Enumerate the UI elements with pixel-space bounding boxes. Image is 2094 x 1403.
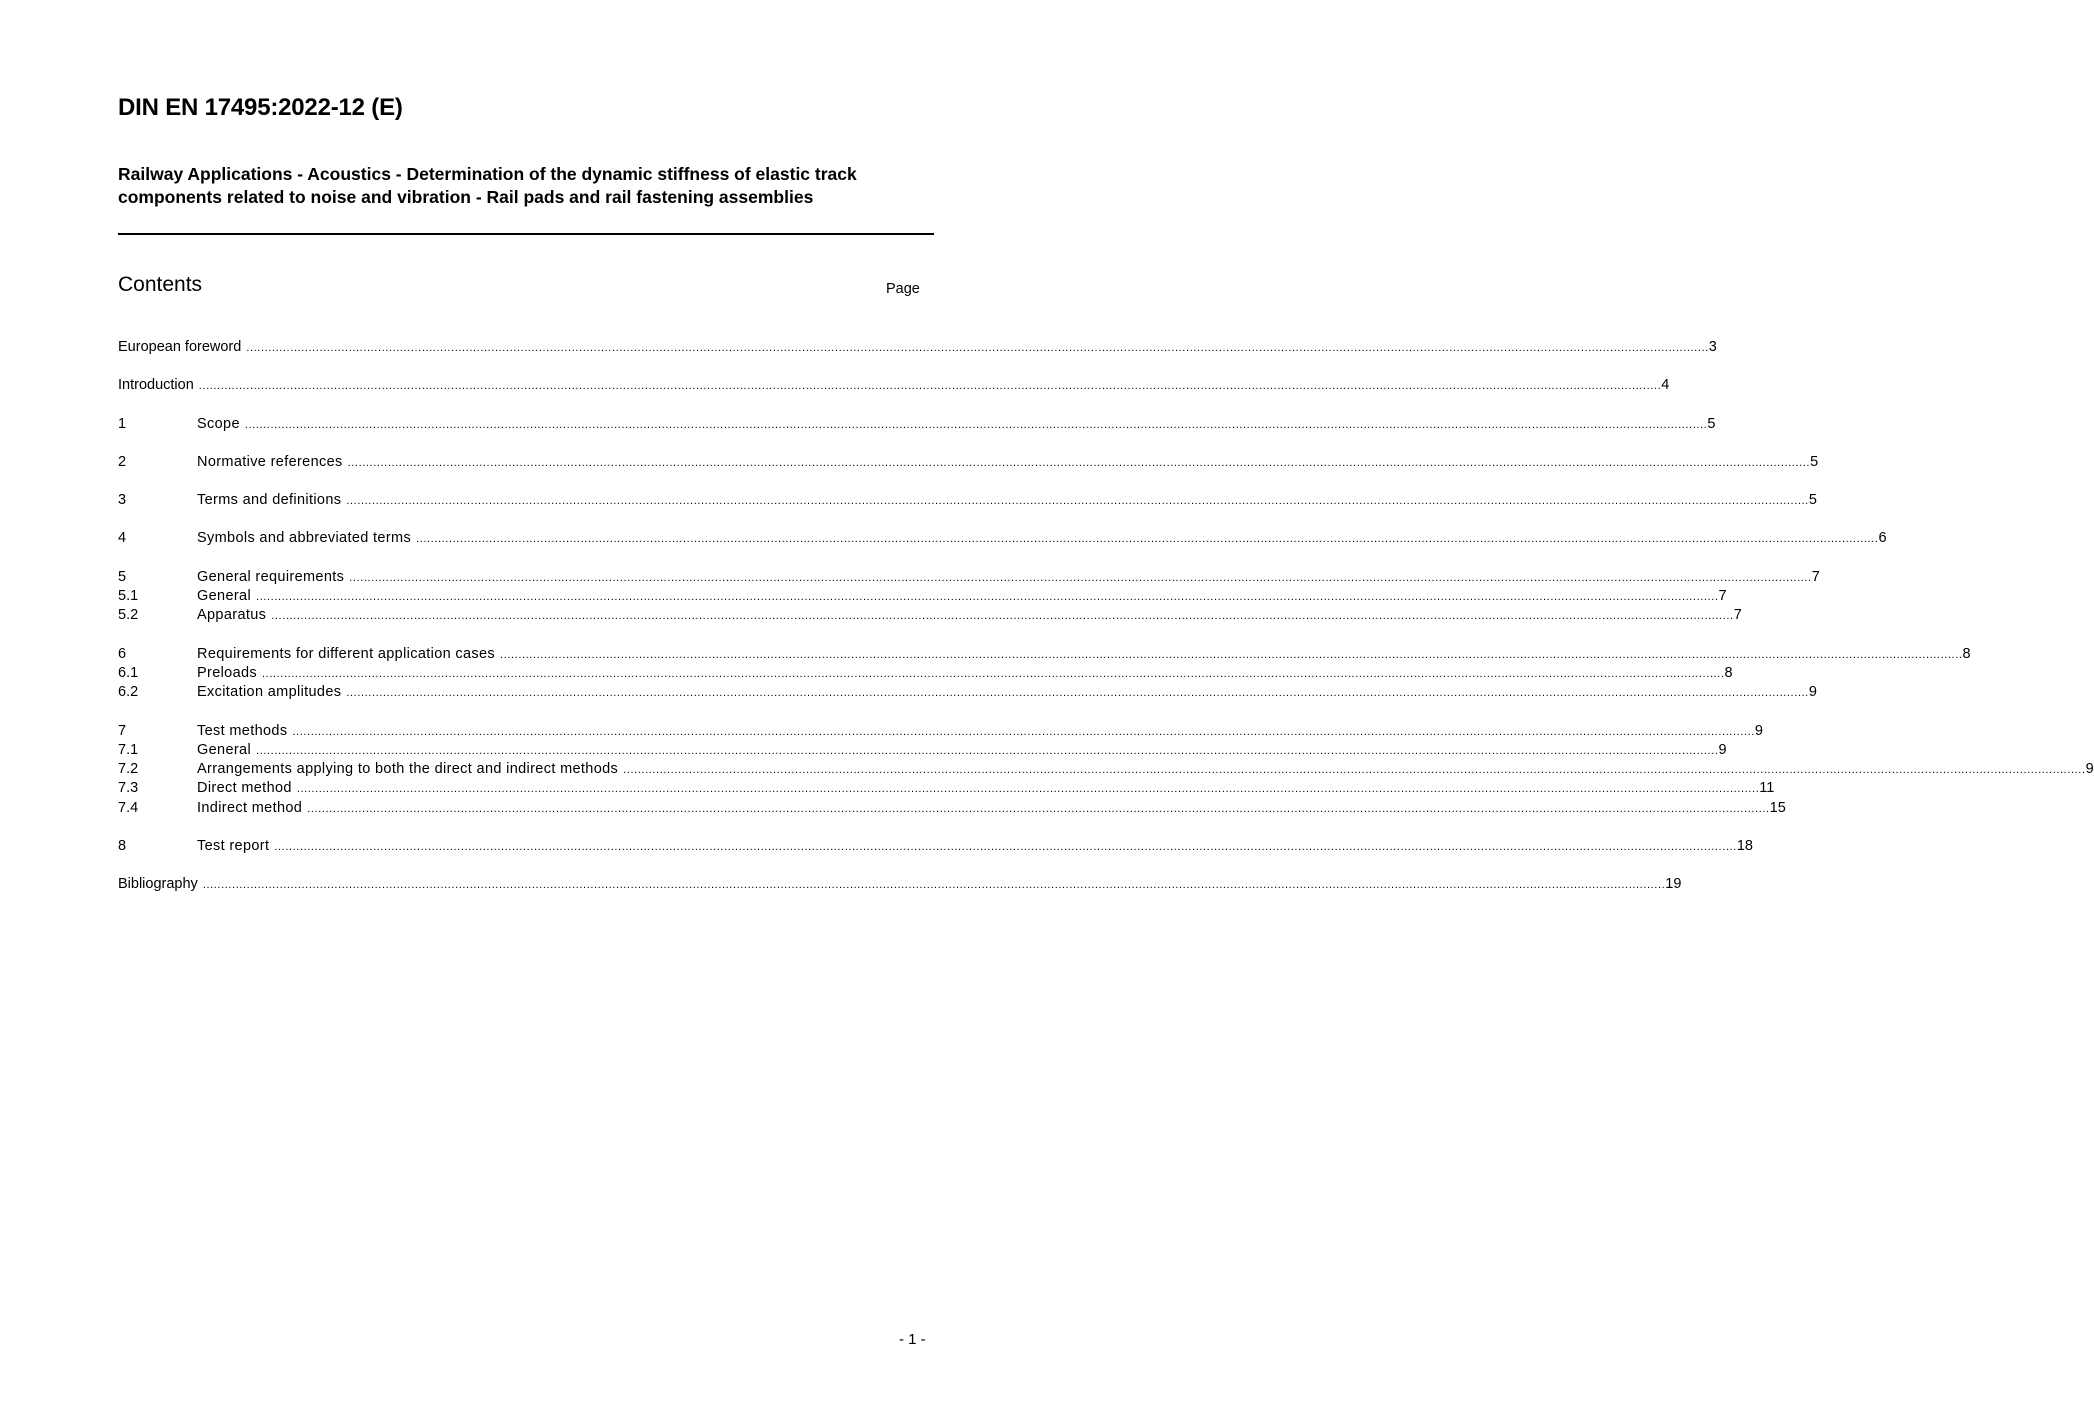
toc-entry-page: 7 <box>1811 568 1820 585</box>
toc-entry[interactable] <box>118 415 1716 434</box>
toc-entry[interactable] <box>118 760 2094 779</box>
toc-entry-page: 3 <box>1708 339 1717 355</box>
toc-entry-page: 5 <box>1707 415 1716 432</box>
toc-leader-dots: ................................................................................................................................................................................................................................................................................................................................................................................................................ <box>296 783 1760 796</box>
toc-entry-title: Indirect method <box>197 799 303 816</box>
toc-entry[interactable] <box>118 722 1763 741</box>
document-id: DIN EN 17495:2022-12 (E) <box>118 94 403 121</box>
toc-entry[interactable] <box>118 491 1817 510</box>
toc-entry-number: 6.1 <box>118 664 139 681</box>
toc-leader-dots: ................................................................................................................................................................................................................................................................................................................................................................................................................ <box>256 591 1719 604</box>
toc-entry-page: 5 <box>1808 492 1817 509</box>
toc-entry-title: Requirements for different application cases <box>197 645 496 662</box>
toc-entry-number: 7 <box>118 722 127 739</box>
page-column-label: Page <box>886 281 920 297</box>
toc-entry-title: Preloads <box>197 664 258 681</box>
toc-entry-title: General requirements <box>197 568 345 585</box>
toc-entry[interactable] <box>118 645 1971 664</box>
toc-leader-dots: ................................................................................................................................................................................................................................................................................................................................................................................................................ <box>262 667 1725 680</box>
toc-entry-number: 7.3 <box>118 780 139 797</box>
toc-entry-title: Terms and definitions <box>197 492 342 509</box>
toc-entry-number: 6.2 <box>118 684 139 701</box>
toc-entry[interactable] <box>118 606 1742 625</box>
toc-entry-page: 9 <box>1754 722 1763 739</box>
toc-entry-number: 7.1 <box>118 741 139 758</box>
toc-entry-title: Normative references <box>197 453 343 470</box>
toc-entry-number: 5.2 <box>118 607 139 624</box>
toc-entry-page: 15 <box>1769 799 1786 816</box>
toc-entry[interactable] <box>118 376 1670 395</box>
toc-leader-dots: ................................................................................................................................................................................................................................................................................................................................................................................................................ <box>346 495 1809 508</box>
toc-entry-title: Test methods <box>197 722 288 739</box>
toc-entry-number: 5 <box>118 568 127 585</box>
toc-entry-page: 8 <box>1724 664 1733 681</box>
toc-leader-dots: ................................................................................................................................................................................................................................................................................................................................................................................................................ <box>198 380 1662 393</box>
toc-entry-title: General <box>197 741 252 758</box>
document-title: Railway Applications - Acoustics - Determination of the dynamic stiffness of elastic track components related to noise and vibration - Rail pads and rail fastening assemblies <box>118 164 857 207</box>
toc-entry-title: Test report <box>197 838 270 855</box>
toc-entry-page: 7 <box>1733 607 1742 624</box>
toc-entry[interactable] <box>118 338 1717 357</box>
toc-entry-title: Symbols and abbreviated terms <box>197 530 412 547</box>
toc-entry-page: 5 <box>1810 453 1819 470</box>
toc-entry-page: 8 <box>1962 645 1971 662</box>
toc-entry[interactable] <box>118 529 1887 548</box>
toc-leader-dots: ................................................................................................................................................................................................................................................................................................................................................................................................................ <box>256 744 1719 757</box>
toc-entry-number: 3 <box>118 492 127 509</box>
toc-entry-page: 4 <box>1661 377 1670 394</box>
toc-entry-page: 11 <box>1759 780 1775 797</box>
title-rule <box>118 233 934 235</box>
toc-leader-dots: ................................................................................................................................................................................................................................................................................................................................................................................................................ <box>346 687 1809 700</box>
toc-entry-title: Scope <box>197 415 240 432</box>
contents-heading: Contents <box>118 273 203 296</box>
toc-entry-title: Excitation amplitudes <box>197 684 342 701</box>
toc-leader-dots: ................................................................................................................................................................................................................................................................................................................................................................................................................ <box>349 571 1812 584</box>
table-of-contents <box>118 338 2094 895</box>
toc-entry[interactable] <box>118 779 1775 798</box>
toc-entry-title: Introduction <box>118 377 194 394</box>
toc-leader-dots: ................................................................................................................................................................................................................................................................................................................................................................................................................ <box>307 802 1770 815</box>
toc-entry-number: 7.2 <box>118 761 139 778</box>
toc-entry-page: 9 <box>1718 741 1727 758</box>
toc-entry-title: Arrangements applying to both the direct and indirect methods <box>197 761 619 778</box>
toc-leader-dots: ................................................................................................................................................................................................................................................................................................................................................................................................................ <box>416 533 1879 546</box>
toc-entry-title: Direct method <box>197 780 292 797</box>
toc-leader-dots: ................................................................................................................................................................................................................................................................................................................................................................................................................ <box>623 764 2086 777</box>
toc-entry-number: 7.4 <box>118 799 139 816</box>
toc-entry[interactable] <box>118 875 1682 894</box>
toc-leader-dots: ................................................................................................................................................................................................................................................................................................................................................................................................................ <box>292 725 1755 738</box>
toc-entry-number: 4 <box>118 530 127 547</box>
toc-entry-title: European foreword <box>118 339 242 355</box>
toc-entry[interactable] <box>118 683 1817 702</box>
toc-entry-page: 6 <box>1878 530 1887 547</box>
toc-entry-title: Bibliography <box>118 876 198 893</box>
toc-leader-dots: ................................................................................................................................................................................................................................................................................................................................................................................................................ <box>347 456 1811 469</box>
toc-entry[interactable] <box>118 664 1733 683</box>
toc-leader-dots: ................................................................................................................................................................................................................................................................................................................................................................................................................ <box>500 648 1963 661</box>
toc-entry[interactable] <box>118 587 1727 606</box>
toc-entry[interactable] <box>118 799 1786 818</box>
toc-entry-number: 8 <box>118 838 127 855</box>
toc-entry-number: 2 <box>118 453 127 470</box>
toc-entry-title: General <box>197 588 252 605</box>
page-number: - 1 - <box>899 1331 926 1348</box>
toc-entry-page: 19 <box>1665 876 1682 893</box>
toc-entry-page: 9 <box>1808 684 1817 701</box>
toc-entry-page: 9 <box>2085 761 2094 778</box>
toc-entry[interactable] <box>118 568 1820 587</box>
toc-entry-number: 6 <box>118 645 127 662</box>
toc-entry-number: 1 <box>118 415 127 432</box>
toc-leader-dots: ................................................................................................................................................................................................................................................................................................................................................................................................................ <box>246 342 1709 354</box>
toc-leader-dots: ................................................................................................................................................................................................................................................................................................................................................................................................................ <box>202 879 1666 892</box>
toc-entry-page: 18 <box>1736 838 1753 855</box>
toc-entry-page: 7 <box>1718 588 1727 605</box>
toc-entry[interactable] <box>118 837 1753 856</box>
toc-entry-title: Apparatus <box>197 607 267 624</box>
toc-entry[interactable] <box>118 453 1819 472</box>
toc-leader-dots: ................................................................................................................................................................................................................................................................................................................................................................................................................ <box>274 841 1737 854</box>
toc-leader-dots: ................................................................................................................................................................................................................................................................................................................................................................................................................ <box>244 418 1708 431</box>
toc-entry-number: 5.1 <box>118 588 139 605</box>
toc-entry[interactable] <box>118 741 1727 760</box>
toc-leader-dots: ................................................................................................................................................................................................................................................................................................................................................................................................................ <box>271 610 1734 623</box>
